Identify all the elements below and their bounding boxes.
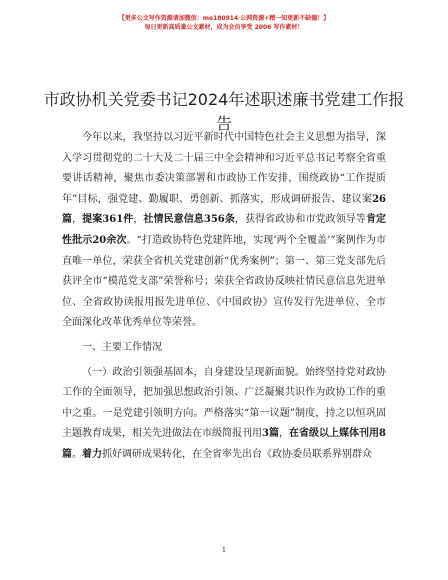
bold-text: 提案361件	[82, 214, 134, 226]
document-title: 市政协机关党委书记2024年述职述廉书党建工作报告	[43, 90, 405, 133]
promo-line-1: 【更多公文写作资源请加微信：mo180914 公网资源+精一知更新不缺德！】	[118, 15, 330, 22]
text-run: 抓好调研成果转化，在全省率先出台《政协委员联系界别群众	[102, 448, 372, 460]
text-run: ，	[279, 428, 290, 440]
bold-text: 着力	[82, 448, 102, 460]
text-run: （一）政治引领强基固本，自身建设呈现新面貌。始终坚持党对政协工作的全面领导，把加强思想政治引领、广泛凝聚共识作为政协工作的重中之重。一是党建引领明方向。严格落实“第一议题”制度，持之以恒巩固主题教育成果，相关先进做法在市级简报刊用	[62, 366, 386, 440]
text-run: 。“打造政协特色党建阵地，实现‘两个全覆盖’”案例作为市直唯一单位，荣获全省机关党建创新“优秀案例”；第一、第三党支部先后获评全市“模范党支部”荣誉称号；荣获全省政协反映社情民意信息先进单位、全省政协读报用报先进单位、《中国政协》宣传发行先进单位、全市全面深化改革优秀单位等荣誉。	[62, 234, 386, 329]
bold-text: 社情民意信息356条	[143, 214, 235, 226]
text-run: ，	[133, 214, 144, 226]
bold-text: 肯定性批示20余次	[62, 214, 387, 246]
text-run: ，	[72, 214, 83, 226]
paragraph	[62, 363, 386, 466]
bold-text: 在省级以上媒体刊用8篇	[62, 428, 387, 460]
section-heading	[62, 338, 386, 359]
document-body	[62, 128, 386, 466]
text-run: 今年以来，我坚持以习近平新时代中国特色社会主义思想为指导，深入学习贯彻党的二十大及二十届三中全会精神和习近平总书记考察全省重要讲话精神，聚焦市委决策部署和市政协工作安排，围绕政协“工作提质年”目标，强党建、勤履职、勇创新、抓落实，形成调研报告、建议案	[62, 132, 386, 205]
paragraph	[62, 128, 386, 334]
page-number: 1	[221, 546, 227, 554]
promo-banner	[0, 14, 448, 32]
text-run: ，获得省政协和市党政领导等	[234, 214, 366, 226]
bold-text: 3篇	[262, 428, 280, 440]
text-run: 。	[72, 448, 82, 460]
text-run: 一、主要工作情况	[82, 341, 162, 353]
promo-line-2: 每日更新高质量公文素材，成为会员享受 2006 写作素材！	[144, 24, 304, 31]
bold-text: 26篇	[62, 193, 386, 226]
